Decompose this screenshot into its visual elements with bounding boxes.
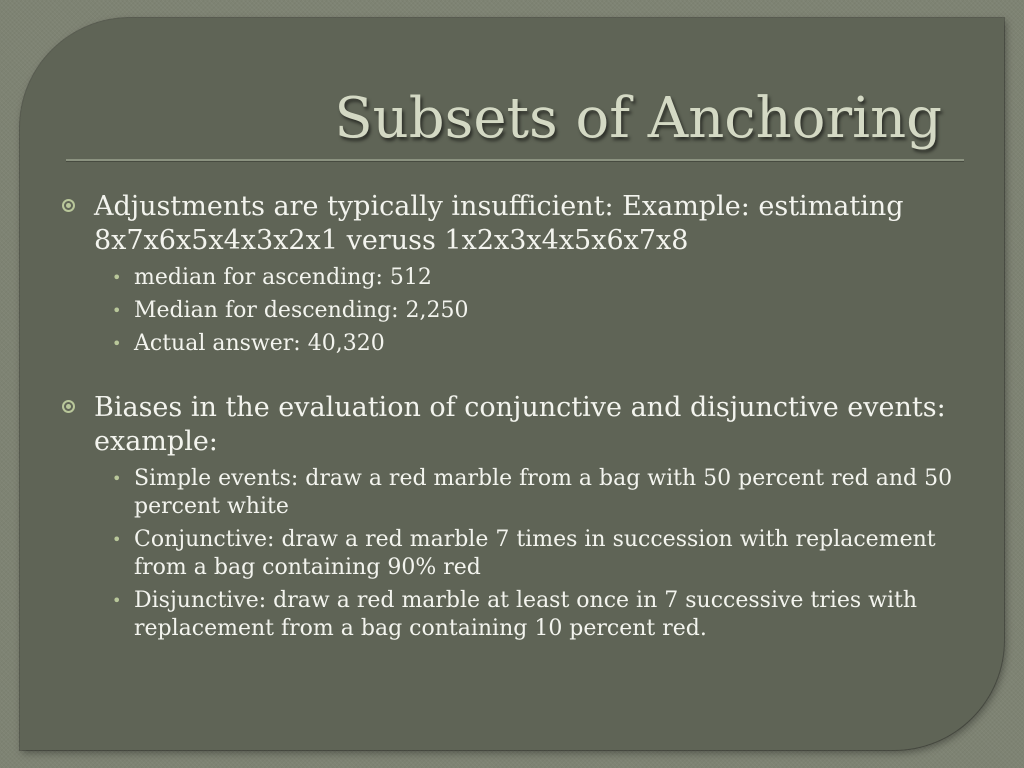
sub-bullet-text: Actual answer: 40,320 xyxy=(134,331,385,356)
bullet-text: Biases in the evaluation of conjunctive and disjunctive events: example: xyxy=(94,392,946,457)
small-dot-icon: • xyxy=(112,469,122,488)
sub-bullet-item xyxy=(62,297,972,325)
circle-dot-icon xyxy=(62,400,75,413)
sub-bullet-list xyxy=(62,264,972,358)
bullet-item xyxy=(62,391,972,459)
bullet-text: Adjustments are typically insufficient: Example: estimating 8x7x6x5x4x3x2x1 veruss 1x2x3x4x5x6x7x8 xyxy=(94,191,904,256)
sub-bullet-list xyxy=(62,465,972,643)
sub-bullet-text: Disjunctive: draw a red marble at least once in 7 successive tries with replacement from a bag containing 10 percent red. xyxy=(134,588,917,641)
small-dot-icon: • xyxy=(112,334,122,353)
sub-bullet-text: Median for descending: 2,250 xyxy=(134,298,469,323)
slide-panel xyxy=(20,18,1004,750)
sub-bullet-text: median for ascending: 512 xyxy=(134,265,432,290)
sub-bullet-item xyxy=(62,330,972,358)
bullet-item xyxy=(62,190,972,258)
spacer xyxy=(62,363,972,391)
small-dot-icon: • xyxy=(112,268,122,287)
slide-title: Subsets of Anchoring xyxy=(334,86,942,151)
small-dot-icon: • xyxy=(112,530,122,549)
sub-bullet-item xyxy=(62,264,972,292)
title-divider xyxy=(66,159,964,161)
small-dot-icon: • xyxy=(112,301,122,320)
circle-dot-icon xyxy=(62,199,75,212)
sub-bullet-item xyxy=(62,465,972,521)
small-dot-icon: • xyxy=(112,591,122,610)
slide-content xyxy=(62,190,972,648)
sub-bullet-text: Simple events: draw a red marble from a bag with 50 percent red and 50 percent white xyxy=(134,466,953,519)
sub-bullet-text: Conjunctive: draw a red marble 7 times in succession with replacement from a bag containing 90% red xyxy=(134,527,936,580)
sub-bullet-item xyxy=(62,587,972,643)
sub-bullet-item xyxy=(62,526,972,582)
